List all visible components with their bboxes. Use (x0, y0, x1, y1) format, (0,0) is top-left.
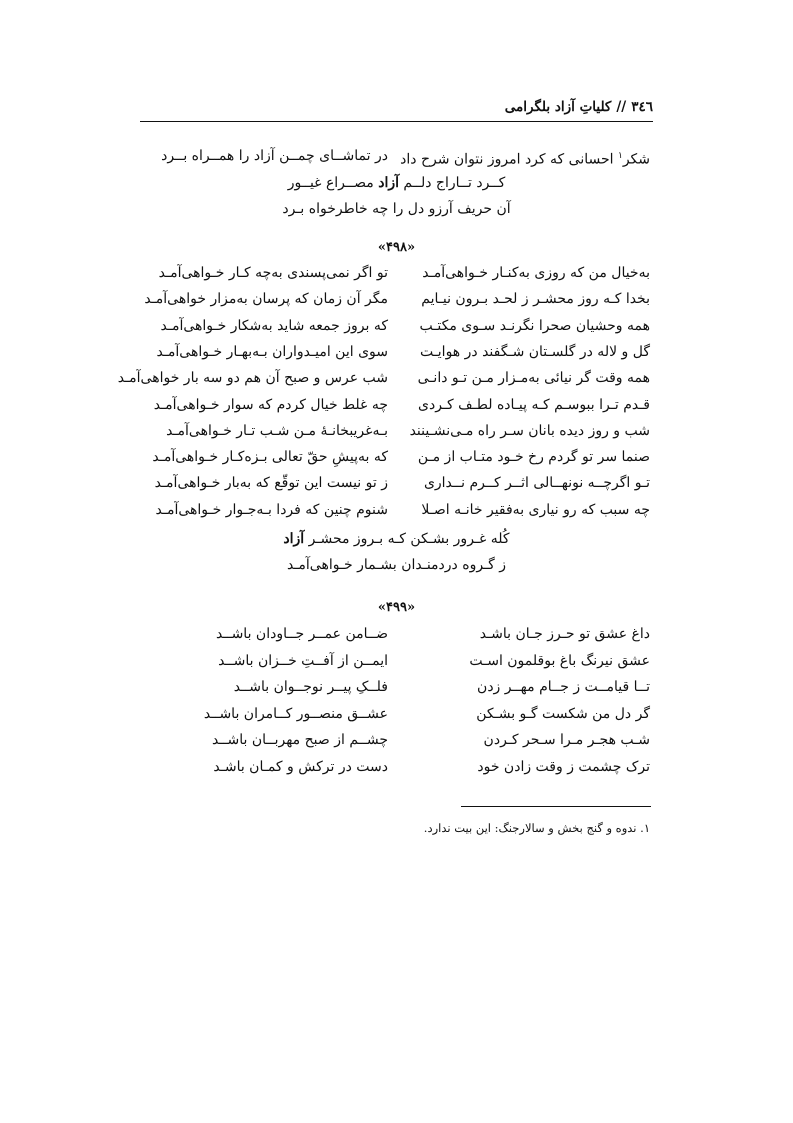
poet-pen-name: آزاد (378, 175, 399, 191)
hemistich-left: چه غلط خیال کردم که سوار خـواهی‌آمـد (153, 396, 388, 413)
hemistich-right: گر دل من شکست گـو بشـکن (476, 705, 650, 722)
hemistich-left: چشــم از صبح مهربــان باشــد (211, 732, 388, 748)
footnote-rule (461, 806, 651, 807)
hemistich-right: ترک چشمت ز وقت زادن خود (477, 758, 650, 775)
continued-hemistich-right (400, 147, 650, 169)
closing-text: کُله غـرور بشـکن کـه بـروز محشـر (304, 531, 510, 547)
closing-text: ز گـروه دردمنـدان بشـمار خـواهی‌آمـد (286, 557, 507, 573)
hemistich-left: مگر آن زمان که پرسان به‌مزار خواهی‌آمـد (144, 291, 388, 308)
hemistich-right: گل و لاله در گلسـتان شـگفند در هوایـت (419, 343, 650, 360)
hemistich-right: شـب هجـر مـرا سـحر کـردن (483, 732, 650, 748)
hemistich-right: تــا قیامــت ز جــام مهــر زدن (477, 679, 650, 695)
closing-line (0, 556, 793, 574)
hemistich-left: سوی این امیـدواران بـه‌بهـار خـواهی‌آمـد (156, 343, 388, 360)
hemistich-left: ایمــن از آفــتِ خــزان باشــد (218, 652, 388, 669)
closing-line (0, 200, 793, 218)
poem-number-498: «۴۹۸» (377, 240, 416, 255)
hemistich-right: داغ عشق تو حـرز جـان باشـد (479, 626, 650, 642)
poem-number-499: «۴۹۹» (377, 600, 416, 615)
closing-text: کــرد تــاراج دلــم (398, 175, 506, 191)
closing-text: مصــراع غیــور (287, 175, 379, 191)
hemistich-left: که به‌پیشِ حقّ تعالی بـزه‌کـار خـواهی‌آمـد (152, 449, 388, 466)
hemistich-left: ز تو نیست این توقّع که به‌بار خـواهی‌آمـد (154, 475, 388, 492)
header-separator: // (616, 99, 627, 115)
hemistich-left: دست در ترکش و کمـان باشـد (213, 758, 388, 775)
hemistich-left: فلــکِ پیــر نوجــوان باشــد (233, 679, 388, 695)
book-title: کلیاتِ آزاد بلگرامی (504, 99, 612, 115)
closing-line (0, 530, 793, 548)
hemistich-right: قـدم تـرا ببوسـم کـه پیـاده لطـف کـردی (418, 396, 650, 413)
footnote-marker: ۱ (617, 151, 623, 161)
hemistich-right: عشق نیرنگ باغ بوقلمون اسـت (469, 652, 650, 669)
footnote: ۱. ندوه و گنج بخش و سالارجنگ: این بیت ندارد. (423, 821, 650, 835)
page-number: ٣٤٦ (631, 99, 653, 115)
hemistich-left: ضــامن عمــر جــاودان باشــد (216, 626, 388, 642)
continued-hemistich-left: در تماشــای چمــن آزاد را همــراه بــرد (161, 148, 388, 164)
poet-pen-name: آزاد (283, 531, 305, 547)
hemistich-right: به‌خیال من که روزی به‌کنـار خـواهی‌آمـد (422, 265, 650, 281)
closing-text: آن حریف آرزو دل را چه خاطرخواه بـرد (282, 201, 511, 217)
continued-hemistich-right-start: شکر (622, 151, 650, 168)
header-rule (140, 121, 653, 122)
hemistich-right: شب و روز دیده بانان سـر راه مـی‌نشـینند (409, 422, 650, 439)
hemistich-right: بخدا کـه روز محشـر ز لحـد بـرون نیـایم (421, 291, 650, 308)
hemistich-left: بـه‌غریبخانـۀ مـن شـب تـار خـواهی‌آمـد (166, 422, 388, 439)
continued-hemistich-right-rest: احسانی که کرد امروز نتوان شرح داد (400, 151, 618, 168)
hemistich-left: عشــق منصــور کــامران باشــد (203, 705, 388, 722)
hemistich-right: همه وحشیان صحرا نگرنـد سـوی مکتـب (419, 317, 650, 334)
hemistich-left: شنوم چنین که فردا بـه‌جـوار خـواهی‌آمـد (155, 501, 388, 518)
hemistich-right: صنما سر تو گردم رخ خـود متـاب از مـن (417, 449, 650, 466)
hemistich-right: تـو اگرچــه نونهــالی اثــر کــرم نــداری (423, 475, 650, 492)
running-head (505, 99, 653, 115)
hemistich-right: همه وقت گر نیائی به‌مـزار مـن تـو دانـی (417, 370, 650, 387)
hemistich-left: شب عرس و صبح آن هم دو سه بار خواهی‌آمـد (117, 370, 388, 387)
hemistich-left: که بروز جمعه شاید به‌شکار خـواهی‌آمـد (160, 317, 388, 334)
hemistich-right: چه سبب که رو نیاری به‌فقیر خانـه اصـلا (421, 501, 650, 518)
hemistich-left: تو اگر نمی‌پسندی به‌چه کـار خـواهی‌آمـد (158, 265, 388, 281)
closing-line (0, 174, 793, 192)
